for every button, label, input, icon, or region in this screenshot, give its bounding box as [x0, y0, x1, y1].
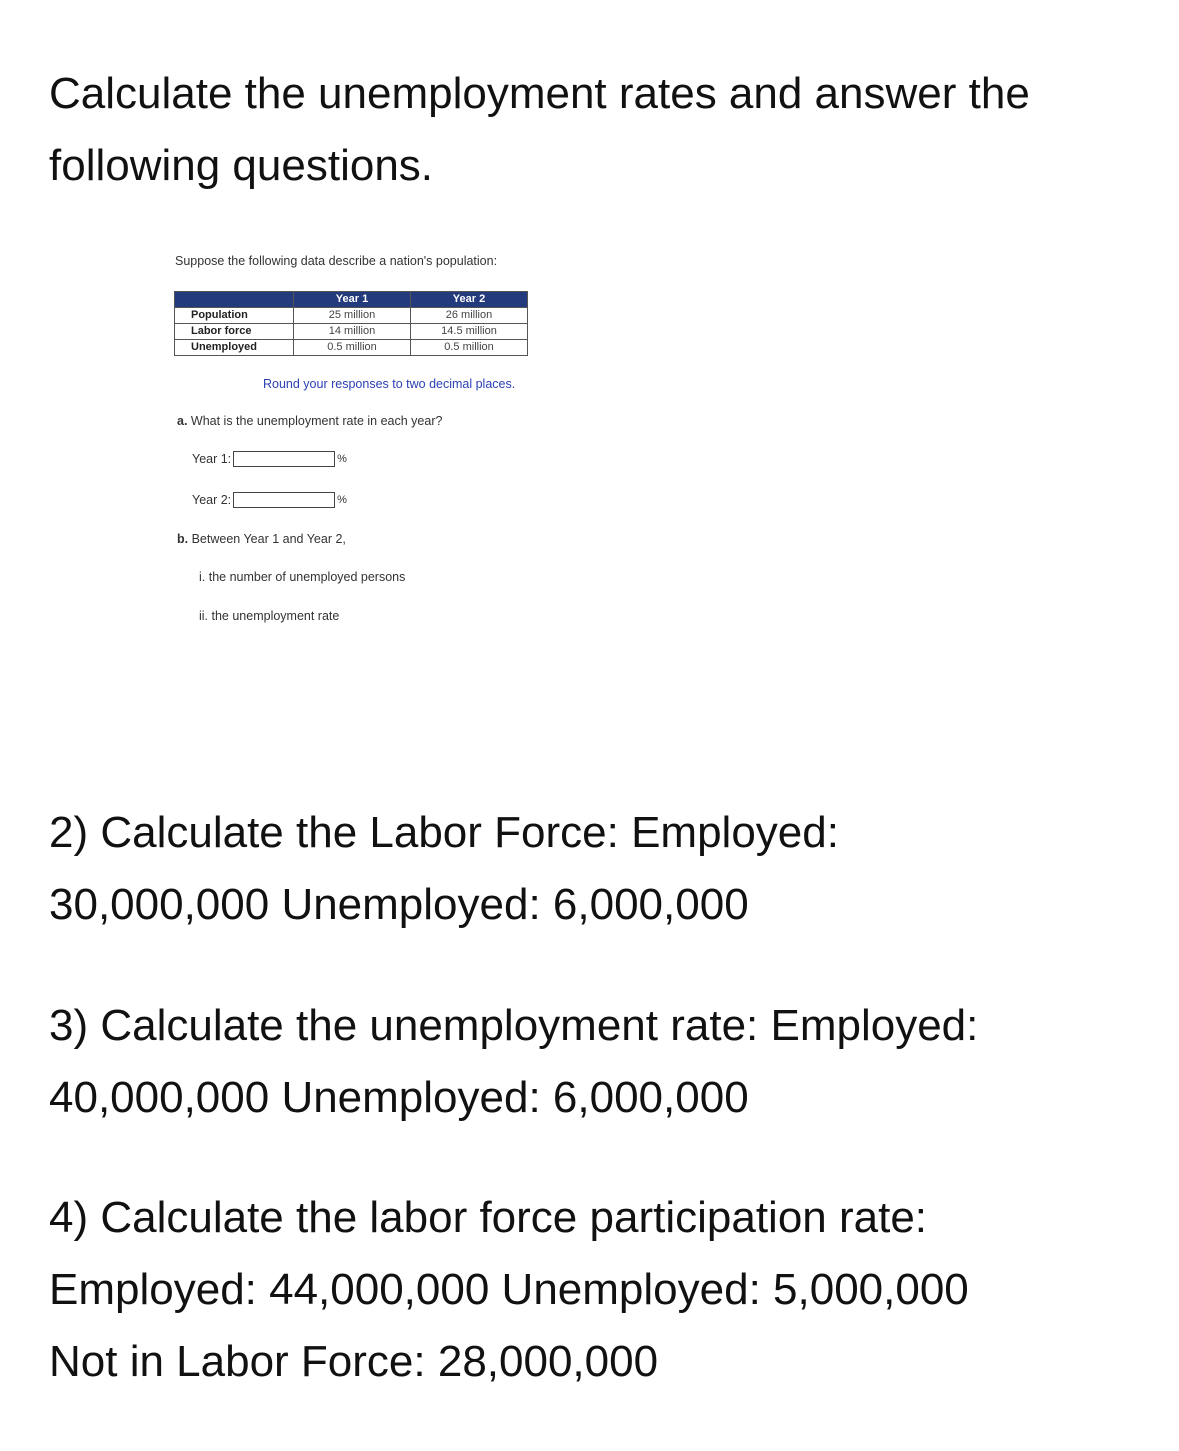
year-1-answer-row [192, 451, 347, 467]
cell-unemployed-year-2: 0.5 million [411, 340, 528, 356]
table-header-year-1: Year 1 [294, 292, 411, 308]
table-header-year-2: Year 2 [411, 292, 528, 308]
year-1-percent-unit: % [337, 453, 347, 465]
question-1-line-1: Calculate the unemployment rates and answer the [49, 69, 1030, 118]
row-label-unemployed: Unemployed [175, 340, 294, 356]
year-2-label: Year 2: [192, 493, 232, 507]
part-a-letter: a. [177, 414, 188, 428]
question-4-line-2: Employed: 44,000,000 Unemployed: 5,000,000 [49, 1265, 969, 1314]
table-row [175, 340, 528, 356]
question-1-title [49, 58, 1030, 202]
table-row [175, 324, 528, 340]
question-4-line-3: Not in Labor Force: 28,000,000 [49, 1337, 659, 1386]
table-header-corner [175, 292, 294, 308]
cell-population-year-1: 25 million [294, 308, 411, 324]
question-2-line-2: 30,000,000 Unemployed: 6,000,000 [49, 880, 749, 929]
part-b-question [177, 532, 346, 546]
part-b-sub-i: i. the number of unemployed persons [199, 570, 406, 584]
part-b-sub-ii: ii. the unemployment rate [199, 609, 340, 623]
year-1-rate-input[interactable] [233, 451, 335, 467]
rounding-instruction: Round your responses to two decimal places. [263, 377, 516, 391]
row-label-labor-force: Labor force [175, 324, 294, 340]
year-2-answer-row [192, 492, 347, 508]
embedded-problem-screenshot [170, 245, 570, 645]
part-a-question [177, 414, 442, 428]
question-2-line-1: 2) Calculate the Labor Force: Employed: [49, 808, 839, 857]
table-header-row [175, 292, 528, 308]
question-3-line-2: 40,000,000 Unemployed: 6,000,000 [49, 1073, 749, 1122]
question-4-line-1: 4) Calculate the labor force participation rate: [49, 1193, 928, 1242]
year-1-label: Year 1: [192, 452, 232, 466]
part-a-text: What is the unemployment rate in each year? [187, 414, 443, 428]
table-row [175, 308, 528, 324]
problem-intro: Suppose the following data describe a nation's population: [175, 254, 498, 268]
question-3 [49, 990, 978, 1134]
year-2-percent-unit: % [337, 494, 347, 506]
question-2 [49, 797, 839, 941]
part-b-text: Between Year 1 and Year 2, [188, 532, 346, 546]
question-4 [49, 1182, 969, 1398]
question-1-line-2: following questions. [49, 141, 434, 190]
row-label-population: Population [175, 308, 294, 324]
cell-labor-force-year-1: 14 million [294, 324, 411, 340]
question-3-line-1: 3) Calculate the unemployment rate: Employed: [49, 1001, 979, 1050]
year-2-rate-input[interactable] [233, 492, 335, 508]
population-data-table [174, 291, 528, 356]
cell-labor-force-year-2: 14.5 million [411, 324, 528, 340]
part-b-letter: b. [177, 532, 189, 546]
cell-population-year-2: 26 million [411, 308, 528, 324]
cell-unemployed-year-1: 0.5 million [294, 340, 411, 356]
